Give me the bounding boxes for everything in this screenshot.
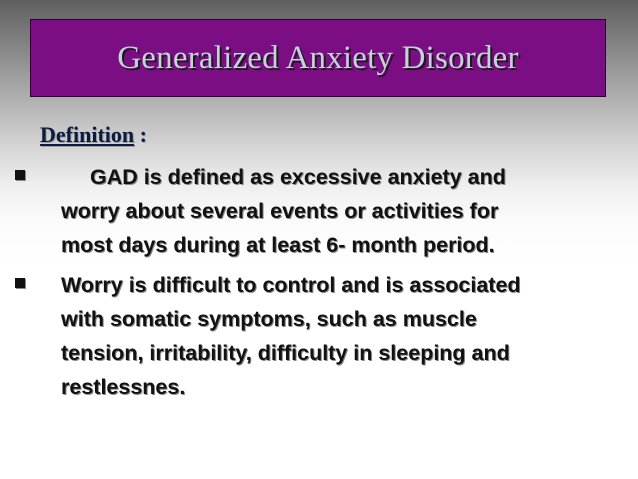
bullet-2-line-3: tension, irritability, difficulty in sleeping and [61, 341, 510, 365]
square-bullet-icon [15, 170, 25, 180]
bullet-1-line-3: most days during at least 6- month period. [61, 233, 495, 257]
slide-title: Generalized Anxiety Disorder [117, 39, 519, 76]
slide-content [0, 118, 638, 448]
bullet-1-line-1: GAD is defined as excessive anxiety and [90, 165, 506, 189]
title-box [30, 19, 606, 97]
definition-colon: : [134, 122, 147, 147]
bullet-2-line-4: restlessnes. [61, 375, 186, 399]
square-bullet-icon [15, 278, 25, 288]
bullet-2-line-2: with somatic symptoms, such as muscle [61, 307, 477, 331]
bullet-1-line-2: worry about several events or activities for [61, 199, 499, 223]
definition-term: Definition [40, 122, 135, 147]
bullet-item-2 [15, 268, 615, 404]
definition-heading [40, 122, 147, 148]
bullet-2-line-1: Worry is difficult to control and is associated [61, 273, 521, 297]
bullet-item-1 [15, 160, 615, 262]
